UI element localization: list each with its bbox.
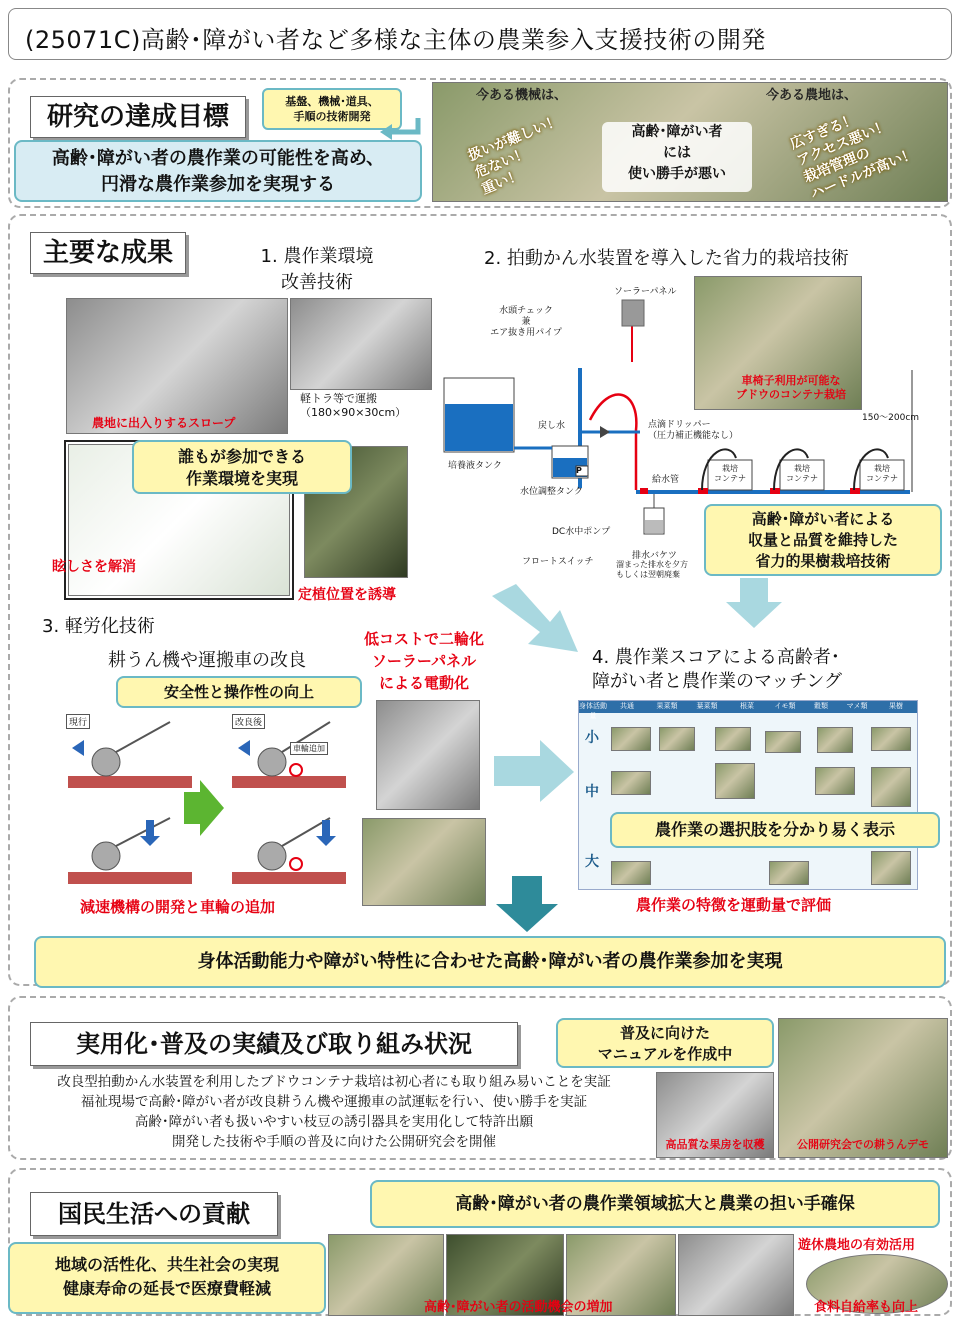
practical-heading: 実用化･普及の実績及び取り組み状況 — [30, 1022, 518, 1066]
tiller-photo — [362, 818, 486, 906]
practical-lines — [14, 1072, 654, 1152]
lbl-after: 改良後 — [232, 714, 265, 729]
lbl-tank: 培養液タンク — [448, 461, 502, 471]
goal-left-note: 扱いが難しい！ 危ない！ 重い！ — [465, 112, 563, 198]
grape-harvest-caption: 高品質な果房を収穫 — [665, 1138, 765, 1151]
s3-subtitle: 耕うん機や運搬車の改良 — [108, 650, 306, 671]
s3-red-note: 低コストで二輪化 ソーラーパネル による電動化 — [363, 630, 484, 692]
s3-title: 3. 軽労化技術 — [42, 616, 155, 637]
practical-line-4: 開発した技術や手順の普及に向けた公開研究会を開催 — [172, 1134, 496, 1150]
goal-bent-arrow — [378, 116, 428, 142]
s3-caption: 減速機構の開発と車輪の追加 — [80, 898, 276, 916]
th-6: 穀類 — [814, 702, 828, 710]
s1-title: 1. 農作業環境 改善技術 — [260, 246, 374, 293]
lbl-bucket: 排水バケツ — [632, 551, 677, 561]
goal-text: 高齢･障がい者の農作業の可能性を高め、 円滑な農作業参加を実現する — [14, 140, 422, 202]
goal-right-note: 広すぎる！ アクセス悪い！ 栽培管理の ハードルが高い！ — [787, 111, 919, 203]
food-caption: 食料自給率も向上 — [814, 1300, 919, 1315]
score-table-head — [579, 701, 917, 720]
grape-caption: 車椅子利用が可能な ブドウのコンテナ栽培 — [736, 374, 846, 401]
slope-caption: 農地に出入りするスロープ — [92, 416, 236, 430]
th-5: イモ類 — [774, 702, 796, 710]
s1-box: 誰もが参加できる 作業環境を実現 — [132, 440, 352, 494]
s4-title: 4. 農作業スコアによる高齢者･ 障がい者と農作業のマッチング — [592, 647, 843, 692]
lbl-p: P — [576, 466, 582, 475]
cart-photo — [376, 700, 480, 810]
page-title: (25071C)高齢･障がい者など多様な主体の農業参入支援技術の開発 — [25, 26, 766, 54]
meeting-caption: 公開研究会での耕うんデモ — [797, 1138, 929, 1151]
practical-box: 普及に向けた マニュアルを作成中 — [556, 1018, 774, 1068]
arrow-to-conclusion — [494, 876, 560, 934]
container-2: 栽培 コンテナ — [786, 464, 818, 483]
row-small: 小 — [585, 730, 599, 746]
row-large: 大 — [585, 854, 599, 870]
contribution-box-top: 高齢･障がい者の農作業領域拡大と農業の担い手確保 — [370, 1180, 940, 1228]
th-3: 葉菜類 — [696, 702, 718, 710]
people-photo-4 — [678, 1234, 794, 1316]
lbl-pump: DC水中ポンプ — [552, 527, 611, 537]
th-0: 身体活動量 — [579, 702, 607, 720]
container-3: 栽培 コンテナ — [866, 464, 898, 483]
lbl-drip: 点滴ドリッパー （圧力補正機能なし） — [648, 420, 739, 441]
lbl-level: 水位調整タンク — [520, 487, 583, 497]
lbl-bucket-note: 溜まった排水を夕方 もしくは翌朝廃棄 — [616, 560, 688, 579]
lbl-supply: 給水管 — [652, 475, 680, 485]
results-heading: 主要な成果 — [30, 232, 186, 274]
lbl-float: フロートスイッチ — [522, 557, 594, 567]
people-caption: 高齢･障がい者の活動機会の増加 — [424, 1300, 613, 1315]
lbl-pipe: 水頭チェック 兼 エア抜き用パイプ — [490, 306, 562, 338]
practical-line-2: 福祉現場で高齢･障がい者が改良耕うん機や運搬車の試運転を行い、使い勝手を実証 — [80, 1094, 588, 1110]
glare-caption: 眩しさを解消 — [52, 559, 136, 575]
arrow-s3-to-s4 — [494, 740, 576, 804]
photo-label-machine: 今ある機械は、 — [476, 88, 568, 103]
plant-caption: 定植位置を誘導 — [298, 587, 396, 603]
lbl-wheel: 車輪追加 — [290, 742, 328, 755]
s2-box: 高齢･障がい者による 収量と品質を維持した 省力的果樹栽培技術 — [704, 504, 942, 576]
contribution-box-left: 地域の活性化、共生社会の実現 健康寿命の延長で医療費軽減 — [8, 1242, 326, 1314]
goal-heading: 研究の達成目標 — [30, 96, 246, 138]
row-mid: 中 — [585, 784, 599, 800]
conclusion-box: 身体活動能力や障がい特性に合わせた高齢･障がい者の農作業参加を実現 — [34, 936, 946, 988]
idle-caption: 遊休農地の有効活用 — [798, 1238, 916, 1253]
contribution-heading: 国民生活への貢献 — [30, 1192, 278, 1236]
score-table — [578, 700, 918, 890]
container-1: 栽培 コンテナ — [714, 464, 746, 483]
lbl-height: 150～200cm — [862, 413, 920, 423]
th-8: 果樹 — [889, 702, 903, 710]
goal-center-note: 高齢･障がい者 には 使い勝手が悪い — [602, 122, 752, 192]
th-4: 根菜 — [740, 702, 754, 710]
th-7: マメ類 — [846, 702, 868, 710]
s4-box: 農作業の選択肢を分かり易く表示 — [610, 812, 940, 848]
th-1: 共通 — [620, 702, 634, 710]
goal-note: 基盤、機械･道具、 手順の技術開発 — [262, 88, 402, 130]
practical-line-1: 改良型拍動かん水装置を利用したブドウコンテナ栽培は初心者にも取り組み易いことを実証 — [57, 1074, 611, 1090]
s3-box: 安全性と操作性の向上 — [116, 676, 362, 708]
photo-label-land: 今ある農地は、 — [766, 88, 858, 103]
s4-caption: 農作業の特徴を運動量で評価 — [636, 896, 832, 914]
lbl-solar: ソーラーパネル — [614, 287, 677, 297]
arrow-s2-to-s4 — [724, 578, 784, 630]
th-2: 果菜類 — [656, 702, 678, 710]
truck-caption: 軽トラ等で運搬 （180×90×30cm） — [300, 392, 407, 419]
arrow-s1-to-s4 — [486, 582, 586, 654]
practical-line-3: 高齢･障がい者も扱いやすい枝豆の誘引器具を実用化して特許出願 — [134, 1114, 534, 1130]
lbl-return: 戻し水 — [538, 421, 566, 431]
s2-title: 2. 拍動かん水装置を導入した省力的栽培技術 — [484, 248, 849, 269]
lbl-before: 現行 — [66, 714, 90, 729]
tiller-diagram — [60, 710, 354, 894]
title-bar — [8, 8, 952, 60]
truck-photo — [290, 298, 432, 390]
